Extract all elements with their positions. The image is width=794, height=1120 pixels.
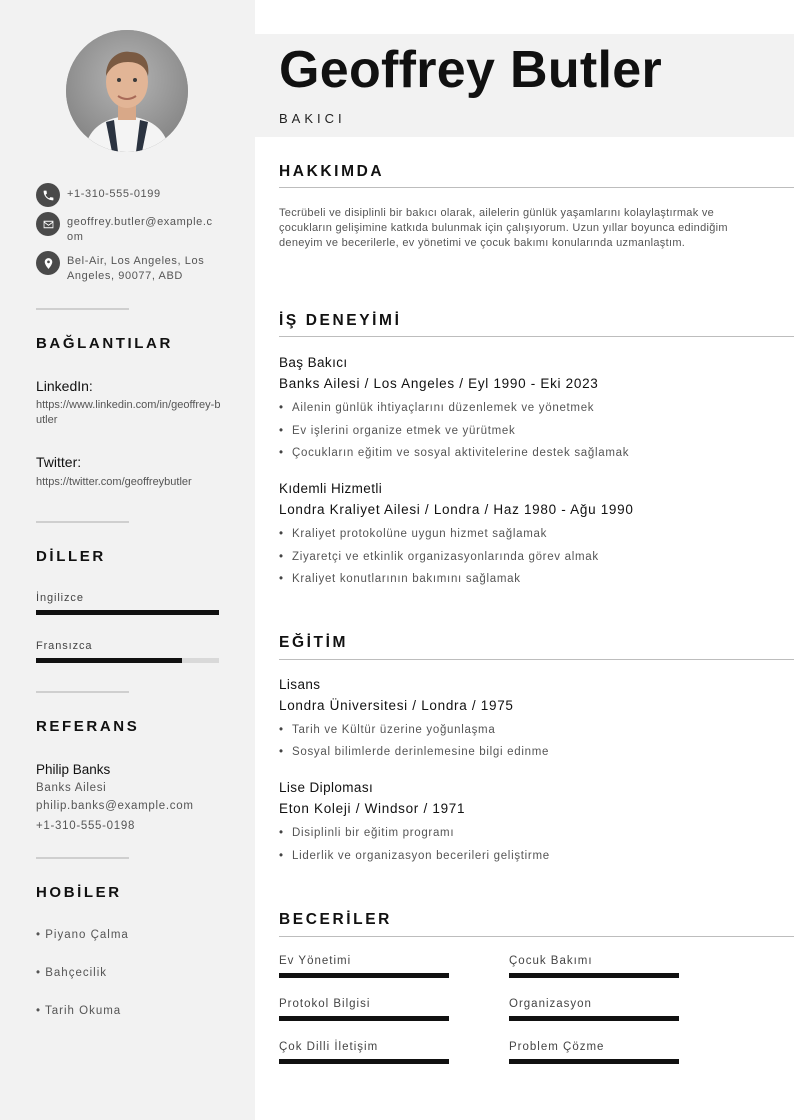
job-title: Baş Bakıcı [279,355,348,370]
reference-email[interactable]: philip.banks@example.com [36,800,194,812]
skill-level-fill [509,1059,679,1064]
email-text[interactable]: geoffrey.butler@example.com [67,216,213,243]
phone-icon [36,183,60,207]
avatar [66,30,188,152]
reference-name: Philip Banks [36,762,111,777]
skill-level-fill [509,1016,679,1021]
job-details: Banks Ailesi / Los Angeles / Eyl 1990 - Eki 2023 [279,376,599,391]
skill-label: Organizasyon [509,998,592,1010]
degree-details: Londra Üniversitesi / Londra / 1975 [279,698,514,713]
linkedin-url[interactable]: https://www.linkedin.com/in/geoffrey-butler [36,399,221,426]
language-level-fill [36,610,219,615]
degree-title: Lise Diploması [279,780,374,795]
phone-text: +1-310-555-0199 [67,188,161,200]
main-content [255,0,794,1120]
job-bullet: • Kraliyet konutlarının bakımını sağlamak [279,573,521,585]
contact-phone [36,183,219,207]
language-label: Fransızca [36,640,93,652]
job-bullet: • Kraliyet protokolüne uygun hizmet sağlamak [279,528,547,540]
twitter-label: Twitter: [36,454,82,470]
degree-title: Lisans [279,677,321,692]
skill-label: Çok Dilli İletişim [279,1041,379,1053]
sidebar [0,0,255,1120]
skill-level-fill [279,973,449,978]
education-bullet: • Sosyal bilimlerde derinlemesine bilgi edinme [279,746,549,758]
skill-label: Çocuk Bakımı [509,955,593,967]
divider [36,308,129,310]
section-rule [279,187,794,188]
divider [36,521,129,523]
about-text: Tecrübeli ve disiplinli bir bakıcı olarak, ailelerin günlük yaşamlarını kolaylaştırmak ve çocukların gelişimine katkıda bulunmak için çalışıyorum. Uzun yıllar boyunca edindiğim deneyim ve becerilerle, ev yönetimi ve çocuk bakımı konularında uzmanlaştım. [279,207,728,249]
job-title: Kıdemli Hizmetli [279,481,383,496]
job-details: Londra Kraliyet Ailesi / Londra / Haz 1980 - Ağu 1990 [279,502,634,517]
degree-details: Eton Koleji / Windsor / 1971 [279,801,466,816]
mail-icon [36,212,60,236]
person-name: Geoffrey Butler [279,41,663,99]
reference-phone: +1-310-555-0198 [36,820,136,832]
section-rule [279,336,794,337]
language-level-fill [36,658,182,663]
links-heading: BAĞLANTILAR [36,335,173,352]
about-heading: HAKKIMDA [279,163,385,180]
skill-level-bar [509,973,679,978]
section-rule [279,659,794,660]
profile-photo [66,30,188,152]
job-bullet: • Çocukların eğitim ve sosyal aktivitelerine destek sağlamak [279,447,629,459]
location-pin-icon [36,251,60,275]
hobbies-heading: HOBİLER [36,884,122,901]
skill-level-fill [279,1059,449,1064]
skills-heading: BECERİLER [279,911,392,928]
experience-heading: İŞ DENEYİMİ [279,312,402,329]
person-role: BAKICI [279,111,346,126]
divider [36,691,129,693]
skill-level-bar [509,1059,679,1064]
contact-address [36,251,219,284]
education-heading: EĞİTİM [279,634,348,651]
skill-level-bar [279,973,449,978]
skill-level-bar [279,1016,449,1021]
languages-heading: DİLLER [36,548,106,565]
hobby-item: • Piyano Çalma [36,929,129,941]
reference-company: Banks Ailesi [36,782,107,794]
job-bullet: • Ailenin günlük ihtiyaçlarını düzenlemek ve yönetmek [279,402,594,414]
skill-level-fill [509,973,679,978]
language-label: İngilizce [36,592,84,604]
hobby-item: • Tarih Okuma [36,1005,122,1017]
education-bullet: • Tarih ve Kültür üzerine yoğunlaşma [279,724,495,736]
education-bullet: • Disiplinli bir eğitim programı [279,827,454,839]
language-level-bar [36,658,219,663]
twitter-url[interactable]: https://twitter.com/geoffreybutler [36,476,192,488]
divider [36,857,129,859]
skill-label: Ev Yönetimi [279,955,352,967]
address-text: Bel-Air, Los Angeles, Los Angeles, 90077, ABD [67,255,205,282]
skill-level-bar [279,1059,449,1064]
job-bullet: • Ev işlerini organize etmek ve yürütmek [279,425,515,437]
linkedin-label: LinkedIn: [36,378,93,394]
hobby-item: • Bahçecilik [36,967,108,979]
education-bullet: • Liderlik ve organizasyon becerileri geliştirme [279,850,550,862]
contact-email [36,212,219,245]
language-level-bar [36,610,219,615]
skill-label: Protokol Bilgisi [279,998,371,1010]
skill-level-fill [279,1016,449,1021]
section-rule [279,936,794,937]
skill-level-bar [509,1016,679,1021]
job-bullet: • Ziyaretçi ve etkinlik organizasyonlarında görev almak [279,551,599,563]
skill-label: Problem Çözme [509,1041,605,1053]
reference-heading: REFERANS [36,718,140,735]
